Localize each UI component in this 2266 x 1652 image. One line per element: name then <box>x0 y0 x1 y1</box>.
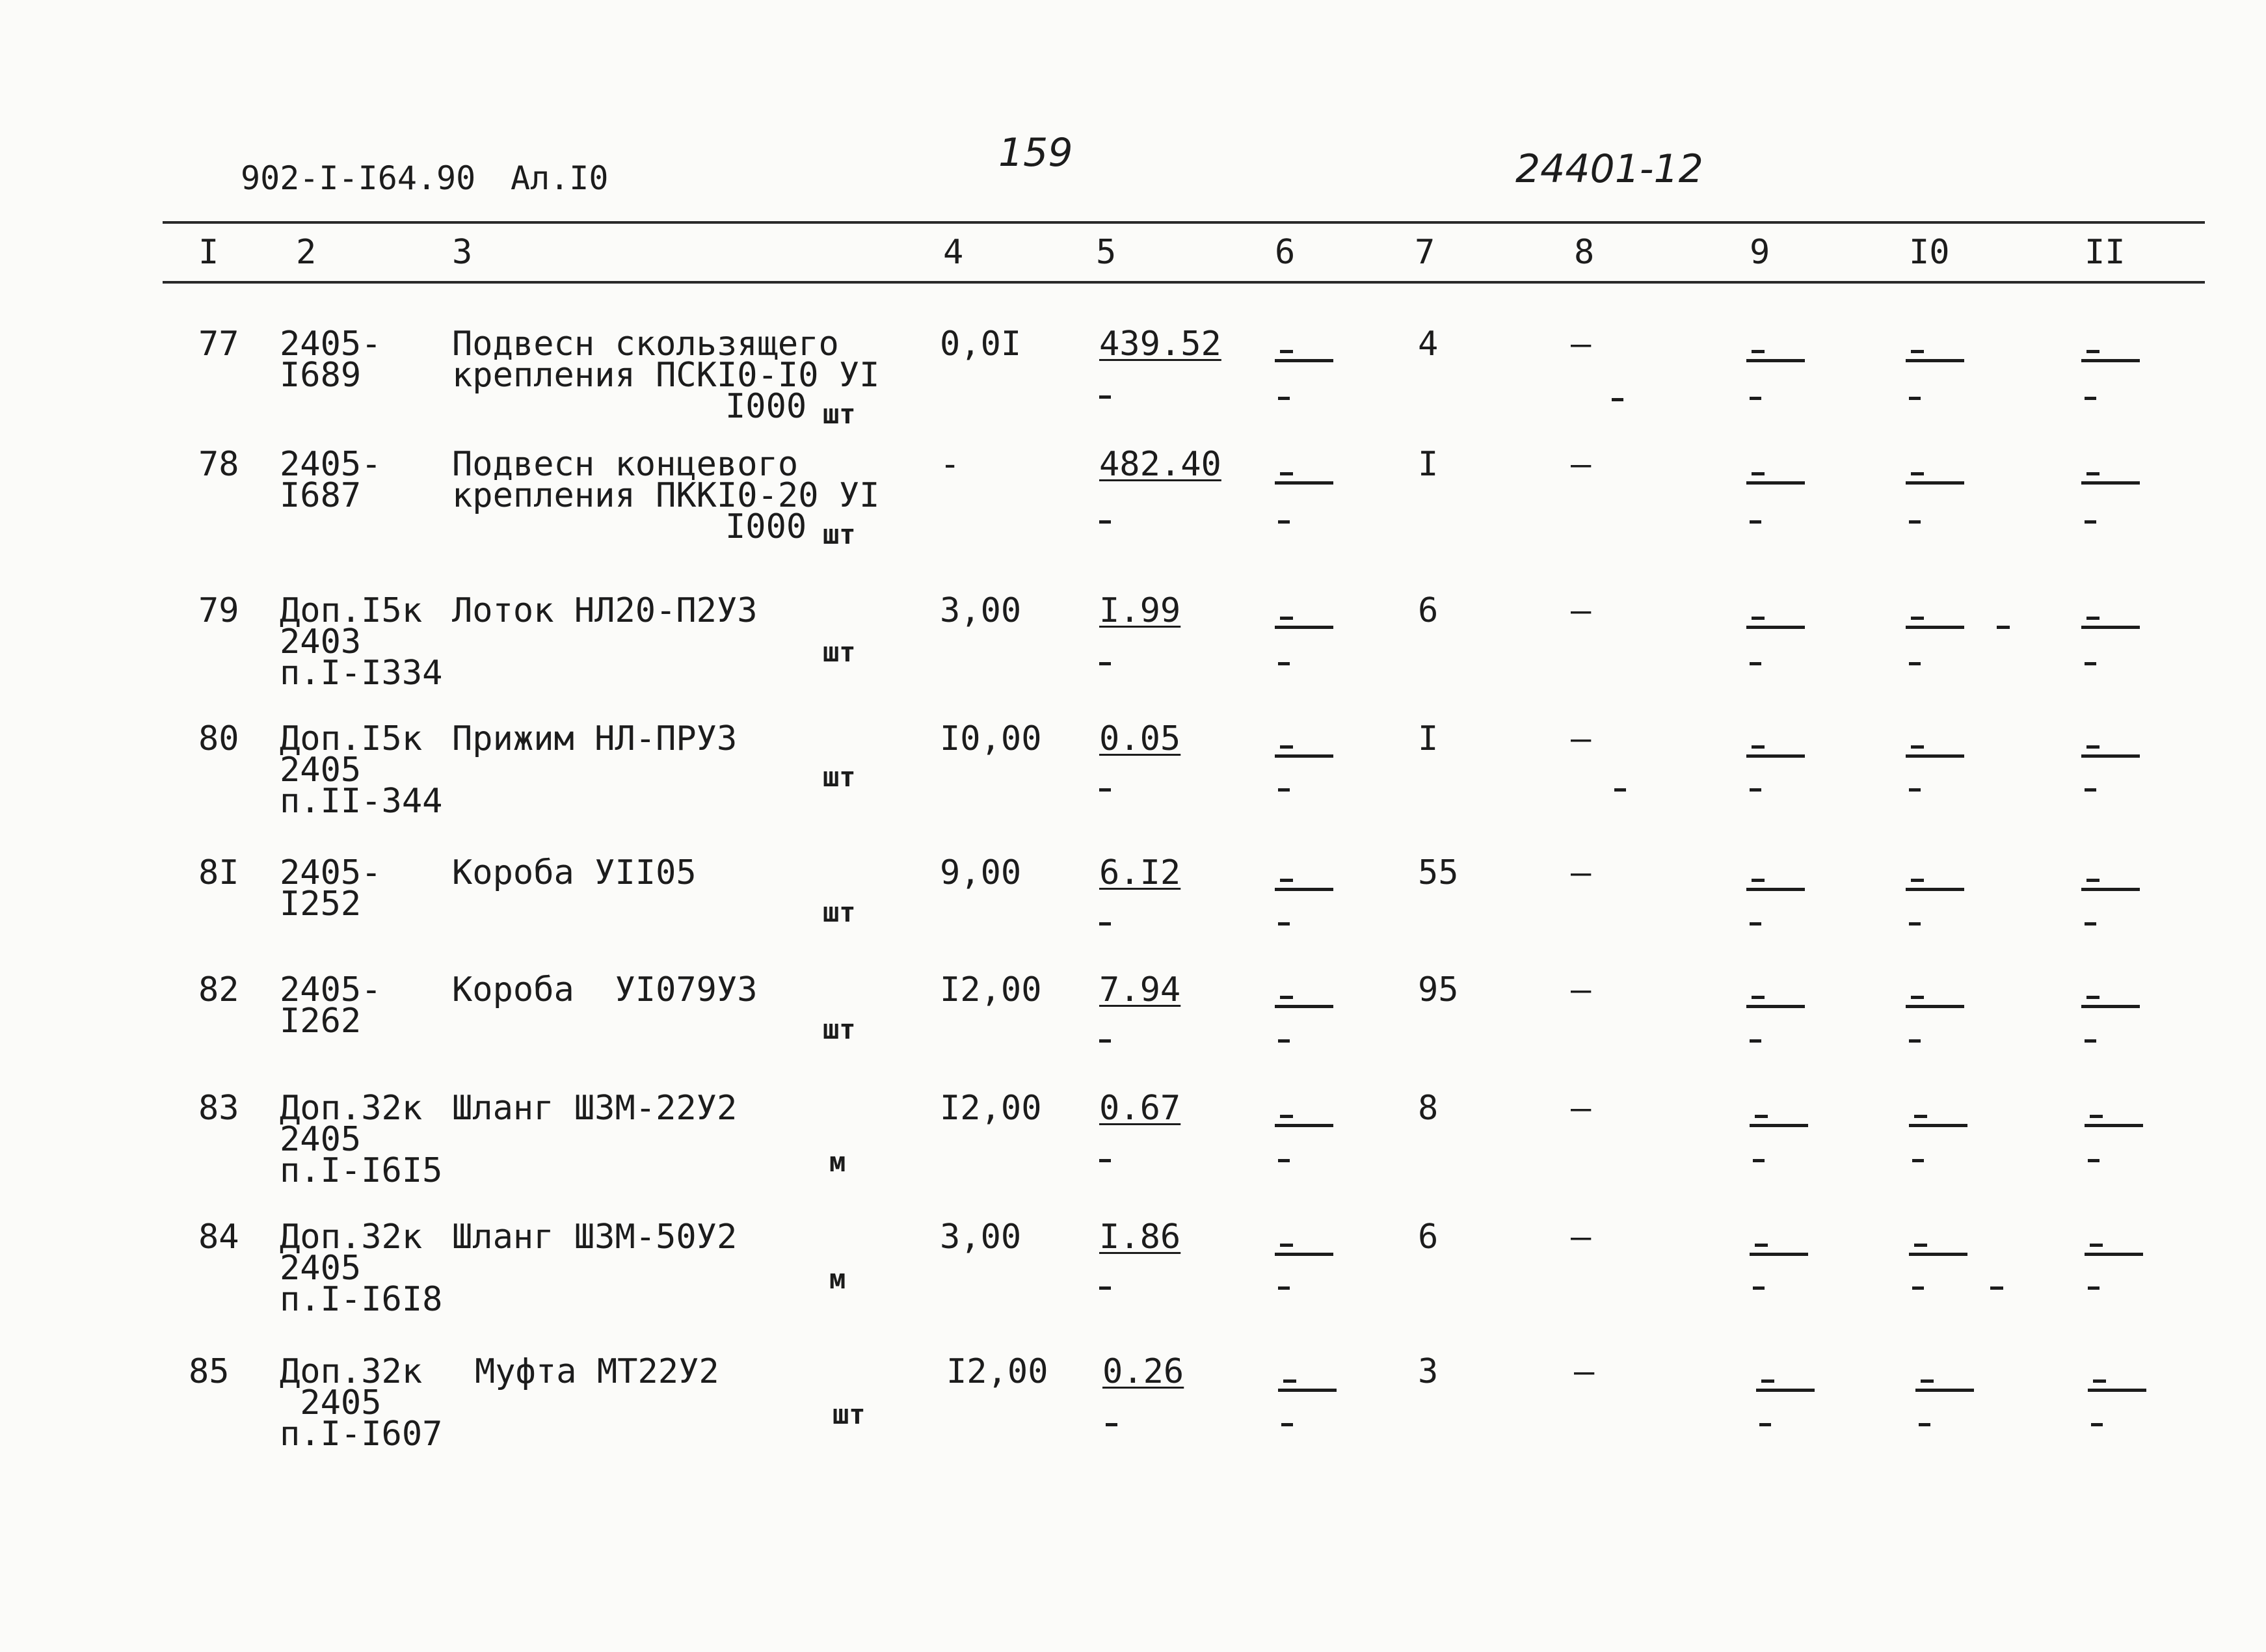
dash-mark <box>1746 1005 1805 1008</box>
row-col7: 8 <box>1418 1089 1439 1128</box>
dash-mark <box>1990 1286 2003 1290</box>
column-header: 8 <box>1574 233 1595 272</box>
column-header: 9 <box>1750 233 1770 272</box>
dash-mark <box>2085 520 2096 524</box>
dash-mark <box>1278 520 1290 524</box>
dash-mark <box>1275 888 1333 891</box>
dash-mark <box>1278 1159 1290 1162</box>
dash-mark <box>1746 888 1805 891</box>
column-header: 5 <box>1096 233 1117 272</box>
album-number: Ал.I0 <box>511 159 609 197</box>
dash-mark <box>2086 745 2099 749</box>
row-unit: шт <box>823 1013 856 1045</box>
dash-mark <box>1914 1244 1927 1247</box>
dash-mark <box>1761 1379 1774 1383</box>
row-code: Доп.I5к 2405 п.II-344 <box>280 719 443 821</box>
row-code: Доп.I5к 2403 п.I-I334 <box>280 591 443 693</box>
dash-mark <box>1746 481 1805 485</box>
row-col8: – <box>1571 853 1592 892</box>
dash-mark <box>1099 662 1111 665</box>
row-col8: – <box>1571 445 1592 484</box>
dash-mark <box>1099 788 1111 792</box>
row-name: Шланг ШЗМ-22У2 <box>452 1089 738 1128</box>
dash-mark <box>2086 617 2099 620</box>
dash-mark <box>1280 617 1293 620</box>
row-unit: шт <box>823 518 856 550</box>
dash-mark <box>1612 398 1623 401</box>
row-col5: 0.26 <box>1102 1352 1184 1391</box>
row-col4: 9,00 <box>940 853 1022 892</box>
dash-mark <box>1278 1389 1337 1392</box>
dash-mark <box>1278 662 1290 665</box>
row-code: 2405- I687 <box>280 445 382 515</box>
dash-mark <box>2086 996 2099 999</box>
dash-mark <box>1756 1389 1815 1392</box>
dash-mark <box>1909 662 1921 665</box>
dash-mark <box>2088 1389 2146 1392</box>
dash-mark <box>1746 754 1805 758</box>
row-code: 2405- I689 <box>280 325 382 395</box>
row-name: Прижим НЛ-ПРУЗ <box>452 719 738 758</box>
dash-mark <box>1909 1253 1967 1256</box>
dash-mark <box>1278 1039 1290 1043</box>
row-col8: – <box>1571 1089 1592 1128</box>
row-col5: I.99 <box>1099 591 1181 630</box>
row-unit: м <box>829 1263 846 1295</box>
row-unit: м <box>829 1146 846 1178</box>
row-col8: – <box>1571 325 1592 364</box>
dash-mark <box>1919 1423 1930 1426</box>
dash-mark <box>1752 617 1765 620</box>
dash-mark <box>1912 1286 1924 1290</box>
dash-mark <box>1614 788 1626 792</box>
row-col7: 95 <box>1418 970 1459 1009</box>
dash-mark <box>2085 397 2096 400</box>
dash-mark <box>2086 350 2099 353</box>
row-unit: шт <box>823 636 856 668</box>
row-col7: 55 <box>1418 853 1459 892</box>
column-header: 2 <box>296 233 317 272</box>
row-col7: 6 <box>1418 591 1439 630</box>
dash-mark <box>1997 626 2010 629</box>
dash-mark <box>1275 1005 1333 1008</box>
dash-mark <box>1906 359 1964 362</box>
dash-mark <box>2088 1159 2099 1162</box>
dash-mark <box>1909 1124 1967 1127</box>
dash-mark <box>1909 1039 1921 1043</box>
dash-mark <box>1280 996 1293 999</box>
row-number: 85 <box>189 1352 230 1391</box>
row-name: Подвесн концевого крепления ПККI0-20 УI <box>452 445 880 515</box>
row-number: 83 <box>198 1089 239 1128</box>
column-header: II <box>2085 233 2126 272</box>
dash-mark <box>1909 520 1921 524</box>
row-col5: 482.40 <box>1099 445 1221 484</box>
dash-mark <box>1752 472 1765 475</box>
dash-mark <box>2085 922 2096 926</box>
row-unit: шт <box>823 398 856 430</box>
dash-mark <box>2091 1423 2103 1426</box>
dash-mark <box>1275 754 1333 758</box>
row-col8: – <box>1571 719 1592 758</box>
row-col5: I.86 <box>1099 1218 1181 1257</box>
dash-mark <box>1752 350 1765 353</box>
row-name: Муфта МТ22У2 <box>475 1352 719 1391</box>
dash-mark <box>1909 397 1921 400</box>
dash-mark <box>2090 1244 2103 1247</box>
dash-mark <box>1752 879 1765 882</box>
column-header: 3 <box>452 233 473 272</box>
row-name: Лоток НЛ20-П2УЗ <box>452 591 758 630</box>
column-header: 6 <box>1275 233 1296 272</box>
dash-mark <box>1755 1244 1768 1247</box>
dash-mark <box>1912 1159 1924 1162</box>
column-header: 4 <box>943 233 964 272</box>
dash-mark <box>2081 626 2140 629</box>
row-number: 77 <box>198 325 239 364</box>
dash-mark <box>1753 1159 1765 1162</box>
dash-mark <box>2093 1379 2106 1383</box>
dash-mark <box>1759 1423 1771 1426</box>
row-number: 82 <box>198 970 239 1009</box>
row-col4: I2,00 <box>940 1089 1042 1128</box>
row-col7: I <box>1418 445 1439 484</box>
dash-mark <box>1750 922 1761 926</box>
dash-mark <box>1283 1379 1296 1383</box>
dash-mark <box>1746 359 1805 362</box>
dash-mark <box>1099 1039 1111 1043</box>
dash-mark <box>2085 662 2096 665</box>
dash-mark <box>2085 1253 2143 1256</box>
row-col8: – <box>1571 591 1592 630</box>
dash-mark <box>1099 1159 1111 1162</box>
dash-mark <box>1752 996 1765 999</box>
dash-mark <box>1278 1286 1290 1290</box>
dash-mark <box>1753 1286 1765 1290</box>
dash-mark <box>1275 1253 1333 1256</box>
dash-mark <box>1911 472 1924 475</box>
dash-mark <box>1906 754 1964 758</box>
table-header-rule <box>163 281 2205 284</box>
dash-mark <box>1278 788 1290 792</box>
page-number: 159 <box>998 130 1073 176</box>
column-header: 7 <box>1415 233 1435 272</box>
dash-mark <box>2081 359 2140 362</box>
dash-mark <box>1906 1005 1964 1008</box>
dash-mark <box>1911 745 1924 749</box>
row-col7: 3 <box>1418 1352 1439 1391</box>
row-col4: 3,00 <box>940 591 1022 630</box>
row-unit: шт <box>833 1398 866 1430</box>
dash-mark <box>1750 397 1761 400</box>
dash-mark <box>1275 1124 1333 1127</box>
row-col7: I <box>1418 719 1439 758</box>
dash-mark <box>1914 1115 1927 1118</box>
row-code: Доп.32к 2405 п.I-I607 <box>280 1352 443 1454</box>
row-col4: I2,00 <box>940 970 1042 1009</box>
row-col5: 0.67 <box>1099 1089 1181 1128</box>
dash-mark <box>1906 888 1964 891</box>
row-col4: 3,00 <box>940 1218 1022 1257</box>
row-col4: - <box>940 445 961 484</box>
row-quantity-per: I000 <box>725 387 807 426</box>
row-col5: 7.94 <box>1099 970 1181 1009</box>
dash-mark <box>1280 745 1293 749</box>
dash-mark <box>2085 1124 2143 1127</box>
dash-mark <box>1099 922 1111 926</box>
row-col4: 0,0I <box>940 325 1022 364</box>
row-unit: шт <box>823 761 856 793</box>
dash-mark <box>1099 1286 1111 1290</box>
dash-mark <box>1278 397 1290 400</box>
dash-mark <box>2081 754 2140 758</box>
dash-mark <box>2085 1039 2096 1043</box>
dash-mark <box>1099 520 1111 524</box>
dash-mark <box>1280 1244 1293 1247</box>
dash-mark <box>1921 1379 1934 1383</box>
dash-mark <box>1750 1253 1808 1256</box>
dash-mark <box>1750 788 1761 792</box>
dash-mark <box>1911 996 1924 999</box>
dash-mark <box>1750 1124 1808 1127</box>
dash-mark <box>2088 1286 2099 1290</box>
row-col5: 6.I2 <box>1099 853 1181 892</box>
dash-mark <box>1750 520 1761 524</box>
row-col8: – <box>1574 1352 1595 1391</box>
dash-mark <box>1275 626 1333 629</box>
row-name: Подвесн скользящего крепления ПСКI0-I0 УI <box>452 325 880 395</box>
dash-mark <box>1746 626 1805 629</box>
dash-mark <box>1752 745 1765 749</box>
dash-mark <box>1106 1423 1117 1426</box>
row-unit: шт <box>823 896 856 928</box>
row-number: 78 <box>198 445 239 484</box>
dash-mark <box>2090 1115 2103 1118</box>
row-name: Короба УII05 <box>452 853 697 892</box>
row-col8: – <box>1571 970 1592 1009</box>
dash-mark <box>2081 481 2140 485</box>
dash-mark <box>1755 1115 1768 1118</box>
document-number: 24401-12 <box>1515 146 1703 192</box>
dash-mark <box>1906 481 1964 485</box>
row-number: 80 <box>198 719 239 758</box>
dash-mark <box>1750 1039 1761 1043</box>
dash-mark <box>1278 922 1290 926</box>
dash-mark <box>1280 1115 1293 1118</box>
row-quantity-per: I000 <box>725 507 807 546</box>
dash-mark <box>1911 617 1924 620</box>
dash-mark <box>1281 1423 1293 1426</box>
dash-mark <box>2086 472 2099 475</box>
column-header: I0 <box>1909 233 1950 272</box>
row-col8: – <box>1571 1218 1592 1257</box>
dash-mark <box>1280 472 1293 475</box>
dash-mark <box>1280 879 1293 882</box>
dash-mark <box>1280 350 1293 353</box>
row-code: 2405- I262 <box>280 970 382 1041</box>
dash-mark <box>1911 879 1924 882</box>
dash-mark <box>1909 922 1921 926</box>
table-top-rule <box>163 221 2205 224</box>
row-col5: 0.05 <box>1099 719 1181 758</box>
row-col7: 4 <box>1418 325 1439 364</box>
row-number: 84 <box>198 1218 239 1257</box>
row-code: 2405- I252 <box>280 853 382 924</box>
dash-mark <box>1275 481 1333 485</box>
row-name: Короба УI079УЗ <box>452 970 758 1009</box>
dash-mark <box>2086 879 2099 882</box>
dash-mark <box>1911 350 1924 353</box>
dash-mark <box>1750 662 1761 665</box>
column-header: I <box>198 233 219 272</box>
row-code: Доп.32к 2405 п.I-I6I8 <box>280 1218 443 1319</box>
dash-mark <box>1275 359 1333 362</box>
dash-mark <box>1099 395 1111 399</box>
row-col4: I2,00 <box>946 1352 1048 1391</box>
row-number: 79 <box>198 591 239 630</box>
row-number: 8I <box>198 853 239 892</box>
dash-mark <box>1909 788 1921 792</box>
row-name: Шланг ШЗМ-50У2 <box>452 1218 738 1257</box>
row-code: Доп.32к 2405 п.I-I6I5 <box>280 1089 443 1190</box>
row-col5: 439.52 <box>1099 325 1221 364</box>
dash-mark <box>1906 626 1964 629</box>
dash-mark <box>1915 1389 1974 1392</box>
row-col4: I0,00 <box>940 719 1042 758</box>
dash-mark <box>2085 788 2096 792</box>
dash-mark <box>2081 1005 2140 1008</box>
dash-mark <box>2081 888 2140 891</box>
document-code: 902-I-I64.90 <box>241 159 476 197</box>
row-col7: 6 <box>1418 1218 1439 1257</box>
